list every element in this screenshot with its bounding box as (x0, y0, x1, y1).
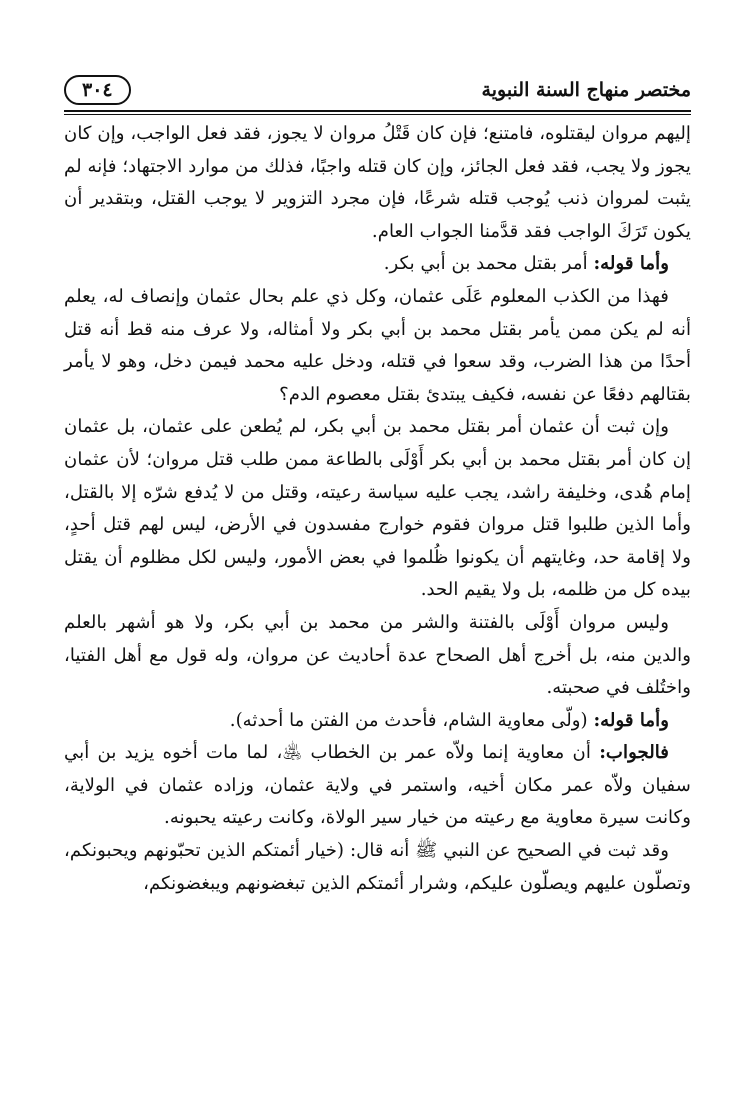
paragraph (64, 281, 691, 411)
paragraph (64, 737, 691, 835)
header-divider-thin (64, 114, 691, 115)
paragraph-lead: فالجواب: (599, 742, 669, 764)
paragraph (64, 118, 691, 248)
paragraph (64, 705, 691, 738)
page-header (64, 72, 691, 108)
page-number: ٣٠٤ (64, 75, 131, 105)
paragraph (64, 607, 691, 705)
paragraph-text: أمر بقتل محمد بن أبي بكر. (383, 253, 594, 275)
paragraph-text: فهذا من الكذب المعلوم عَلَى عثمان، وكل ذي علم بحال عثمان وإنصاف له، يعلم أنه لم يكن ممن يأمر بقتل محمد بن أبي بكر ولا أمثاله، ولا عرف منه قط أنه قتل أحدًا من هذا الضرب، وقد سعوا في قتله، ودخل عليه محمد فيمن دخل، وهو لا يأمر بقتالهم دفعًا عن نفسه، فكيف يبتدئ بقتل معصوم الدم؟ (64, 285, 691, 405)
paragraph-text: وإن ثبت أن عثمان أمر بقتل محمد بن أبي بكر، لم يُطعن على عثمان، بل عثمان إن كان أمر بقتل محمد بن أبي بكر أَوْلَى بالطاعة ممن طلب قتل مروان؛ لأن عثمان إمام هُدى، وخليفة راشد، يجب عليه سياسة رعيته، وقتل من لا يُدفع شرّه إلا بالقتل، وأما الذين طلبوا قتل مروان فقوم خوارج مفسدون في الأرض، ليس لهم قتل أحدٍ، ولا إقامة حد، وغايتهم أن يكونوا ظُلموا في بعض الأمور، وليس لكل مظلوم أن يقتل بيده كل من ظلمه، بل ولا يقيم الحد. (64, 416, 692, 601)
paragraph (64, 248, 691, 281)
paragraph (64, 411, 691, 607)
paragraph-text: (ولّى معاوية الشام، فأحدث من الفتن ما أحدثه). (229, 709, 594, 731)
paragraph (64, 835, 691, 900)
paragraph-lead: وأما قوله: (593, 253, 669, 275)
paragraph-text: وقد ثبت في الصحيح عن النبي ﷺ أنه قال: (خيار أئمتكم الذين تحبّونهم ويحبونكم، وتصلّون عليهم ويصلّون عليكم، وشرار أئمتكم الذين تبغضونهم ويبغضونكم، (64, 840, 691, 894)
header-divider (64, 110, 691, 112)
paragraph-text: أن معاوية إنما ولاّه عمر بن الخطاب ﵁، لما مات أخوه يزيد بن أبي سفيان ولاّه عمر مكان أخيه، واستمر في ولاية عثمان، وزاده عثمان في الولاية، وكانت سيرة معاوية مع رعيته من خيار سير الولاة، وكانت رعيته يحبونه. (64, 742, 691, 829)
paragraph-text: إليهم مروان ليقتلوه، فامتنع؛ فإن كان قَتْلُ مروان لا يجوز، فقد فعل الواجب، وإن كان يجوز ولا يجب، فقد فعل الجائز، وإن كان قتله واجبًا، فذلك من موارد الاجتهاد؛ فإنه لم يثبت لمروان ذنب يُوجب قتله شرعًا، فإن مجرد التزوير لا يوجب القتل، وبتقدير أن يكون تَرَكَ الواجب فقد قدَّمنا الجواب العام. (64, 123, 691, 242)
page-body (64, 118, 691, 900)
paragraph-lead: وأما قوله: (593, 709, 669, 731)
paragraph-text: وليس مروان أَوْلَى بالفتنة والشر من محمد بن أبي بكر، ولا هو أشهر بالعلم والدين منه، بل أخرج أهل الصحاح عدة أحاديث عن مروان، وله قول مع أهل الفتيا، واختُلف في صحبته. (64, 611, 691, 699)
book-title: مختصر منهاج السنة النبوية (481, 79, 691, 101)
